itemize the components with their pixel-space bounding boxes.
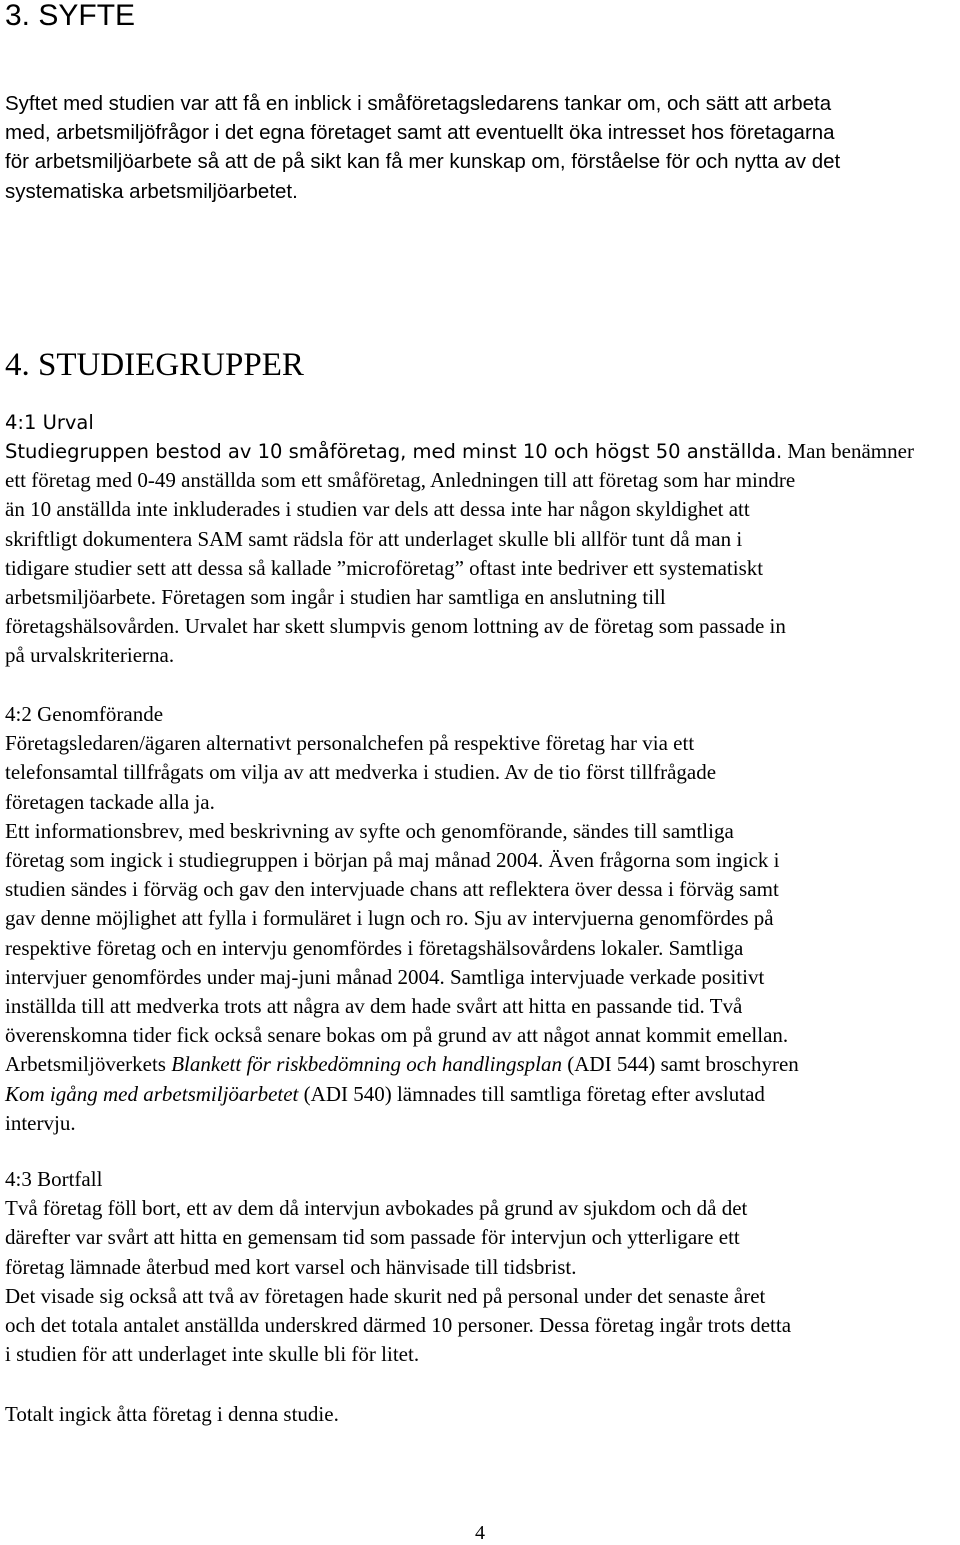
paragraph-line [5,1050,960,1079]
section-3-heading: 3. SYFTE [5,0,136,32]
line-text: Arbetsmiljöverkets [5,1052,172,1077]
line-text: (ADI 544) samt broschyren [562,1052,799,1077]
paragraph-line: företagen tackade alla ja. [5,789,215,814]
section-4-heading: 4. STUDIEGRUPPER [5,347,304,383]
urval-lead-tail: Man benämner [782,439,914,463]
paragraph-line: respektive företag och en intervju genomfördes i företagshälsovårdens lokaler. Samtliga [5,935,744,960]
paragraph-line: på urvalskriterierna. [5,643,175,668]
publication-title: Kom igång med arbetsmiljöarbetet [5,1081,299,1106]
line-text: (ADI 540) lämnades till samtliga företag efter avslutad [298,1081,765,1106]
paragraph-line: Två företag föll bort, ett av dem då intervjun avbokades på grund av sjukdom och då det [5,1196,748,1221]
paragraph-line: företag lämnade återbud med kort varsel och hänvisade till tidsbrist. [5,1254,577,1279]
paragraph-line: ett företag med 0-49 anställda som ett småföretag, Anledningen till att företag som har mindre [5,468,796,493]
bortfall-section [5,1165,960,1369]
paragraph-line: intervju. [5,1110,76,1135]
paragraph-line: överenskomna tider fick också senare bokas om på grund av att något annat kommit emellan. [5,1023,789,1048]
genomforande-section [5,700,960,1138]
paragraph-line: telefonsamtal tillfrågats om vilja av att medverka i studien. Av de tio först tillfrågade [5,760,717,785]
paragraph-line: och det totala antalet anställda underskred därmed 10 personer. Dessa företag ingår trots detta [5,1313,792,1338]
paragraph-line: tidigare studier sett att dessa så kallade ”microföretag” oftast inte bedriver ett systematiskt [5,555,764,580]
paragraph-line: med, arbetsmiljöfrågor i det egna företaget samt att eventuellt öka intresset hos företagarna [5,121,835,145]
subsection-genomforande-heading: 4:2 Genomförande [5,702,164,726]
publication-title: Blankett för riskbedömning och handlingsplan [171,1052,563,1077]
subsection-bortfall-heading: 4:3 Bortfall [5,1167,103,1191]
subsection-urval-heading: 4:1 Urval [5,411,94,434]
page-number: 4 [475,1522,485,1544]
paragraph-line [5,437,960,466]
paragraph-line: än 10 anställda inte inkluderades i studien var dels att dessa inte har någon skyldighet att [5,497,750,522]
paragraph-line: Det visade sig också att två av företagen hade skurit ned på personal under det senaste året [5,1283,766,1308]
paragraph-line: Företagsledaren/ägaren alternativt personalchefen på respektive företag har via ett [5,731,695,756]
paragraph-line: företag som ingick i studiegruppen i början på maj månad 2004. Även frågorna som ingick i [5,848,780,873]
paragraph-line [5,1080,960,1109]
paragraph-line: arbetsmiljöarbete. Företagen som ingår i studien har samtliga en anslutning till [5,585,666,610]
total-statement: Totalt ingick åtta företag i denna studie. [5,1402,339,1426]
paragraph-line: Ett informationsbrev, med beskrivning av syfte och genomförande, sändes till samtliga [5,818,734,843]
paragraph-line: gav denne möjlighet att fylla i formuläret i lugn och ro. Sju av intervjuerna genomfördes på [5,906,774,931]
urval-lead-sentence: Studiegruppen bestod av 10 småföretag, med minst 10 och högst 50 anställda. [5,440,783,463]
paragraph-line: inställda till att medverka trots att några av dem hade svårt att hitta en passande tid. Två [5,994,743,1019]
section-3-paragraph [5,89,955,206]
paragraph-line: i studien för att underlaget inte skulle bli för litet. [5,1342,420,1367]
paragraph-line: skriftligt dokumentera SAM samt rädsla för att underlaget skulle bli allför tunt då man i [5,526,743,551]
paragraph-line: för arbetsmiljöarbete så att de på sikt kan få mer kunskap om, förståelse för och nytta av det [5,150,841,174]
urval-paragraph [5,437,960,671]
paragraph-line: intervjuer genomfördes under maj-juni månad 2004. Samtliga intervjuade verkade positivt [5,964,765,989]
paragraph-line: systematiska arbetsmiljöarbetet. [5,179,298,203]
paragraph-line: Syftet med studien var att få en inblick i småföretagsledarens tankar om, och sätt att arbeta [5,92,832,115]
paragraph-line: studien sändes i förväg och gav den intervjuade chans att reflektera över dessa i förväg samt [5,877,779,902]
paragraph-line: företagshälsovården. Urvalet har skett slumpvis genom lottning av de företag som passade in [5,614,786,639]
paragraph-line: därefter var svårt att hitta en gemensam tid som passade för intervjun och ytterligare ett [5,1225,740,1250]
